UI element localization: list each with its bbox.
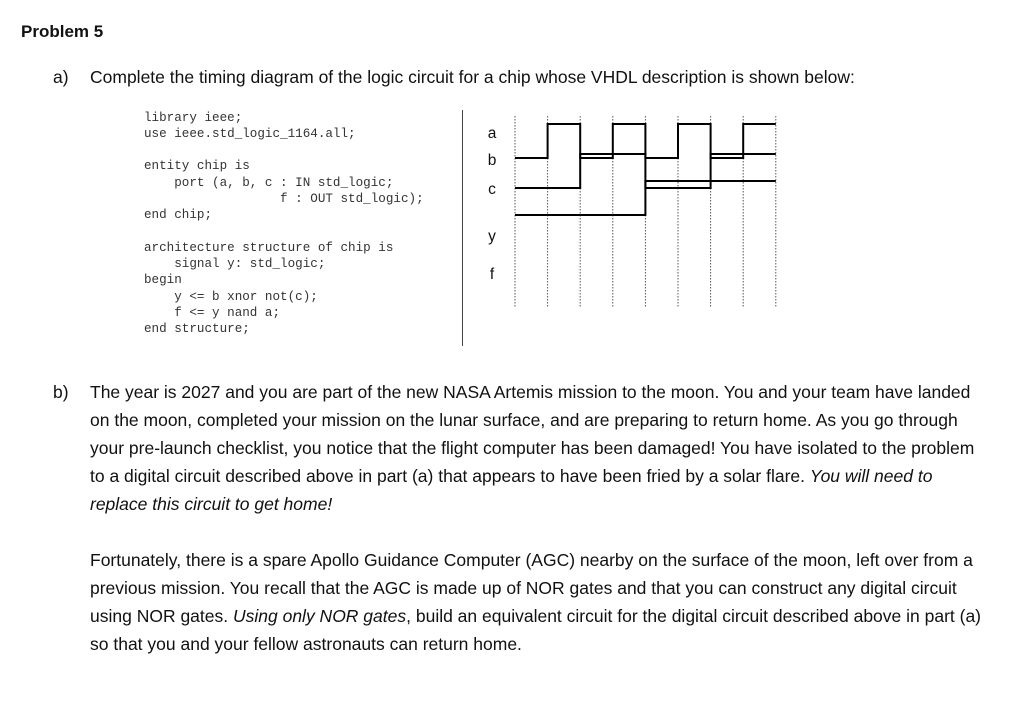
- code-line: y <= b xnor not(c);: [144, 290, 318, 304]
- signal-label-c: c: [488, 181, 496, 198]
- code-line: port (a, b, c : IN std_logic;: [144, 176, 394, 190]
- part-b-para1-text: The year is 2027 and you are part of the new NASA Artemis mission to the moon. You and your team have landed on the moon, completed your mission on the lunar surface, and are preparing to return home. As you go through your pre-launch checklist, you notice that the flight computer has been damaged! You have isolated to the problem to a digital circuit described above in part (a) that appears to have been fried by a solar flare.: [90, 382, 975, 486]
- code-line: end chip;: [144, 208, 213, 222]
- part-b-label: b): [53, 382, 69, 402]
- code-line: f : OUT std_logic);: [144, 192, 424, 206]
- code-line: end structure;: [144, 322, 250, 336]
- signal-label-b: b: [487, 152, 497, 169]
- code-line: architecture structure of chip is: [144, 241, 394, 255]
- signal-label-a: a: [487, 125, 497, 142]
- part-a-text: Complete the timing diagram of the logic circuit for a chip whose VHDL description is shown below:: [90, 67, 855, 87]
- part-b-para1-italic: You will need to replace this circuit to get home!: [90, 466, 933, 514]
- part-b-paragraph-1: [90, 378, 990, 518]
- code-divider: [462, 110, 463, 346]
- part-b-para2-end: , build an equivalent circuit for the digital circuit described above in part (a) so that you and your fellow astronauts can return home.: [90, 606, 982, 654]
- part-b-text: [90, 378, 990, 658]
- waveform-a: [515, 124, 776, 158]
- part-b-para2-italic: Using only NOR gates: [232, 606, 407, 626]
- problem-title: Problem 5: [21, 22, 104, 41]
- waveform-c: [515, 181, 776, 215]
- timing-waveforms: [505, 112, 780, 312]
- signal-label-f: f: [489, 266, 495, 283]
- code-line: use ieee.std_logic_1164.all;: [144, 127, 356, 141]
- part-b-paragraph-2: [90, 546, 990, 658]
- part-a-label: a): [53, 67, 69, 87]
- code-line: library ieee;: [144, 111, 243, 125]
- signal-label-y: y: [488, 228, 496, 245]
- code-line: f <= y nand a;: [144, 306, 281, 320]
- code-line: entity chip is: [144, 159, 250, 173]
- code-line: signal y: std_logic;: [144, 257, 326, 271]
- part-b-para2-start: Fortunately, there is a spare Apollo Guidance Computer (AGC) nearby on the surface of the moon, left over from a previous mission. You recall that the AGC is made up of NOR gates and that you can construct any digital circuit using NOR gates.: [90, 550, 973, 626]
- code-line: begin: [144, 273, 182, 287]
